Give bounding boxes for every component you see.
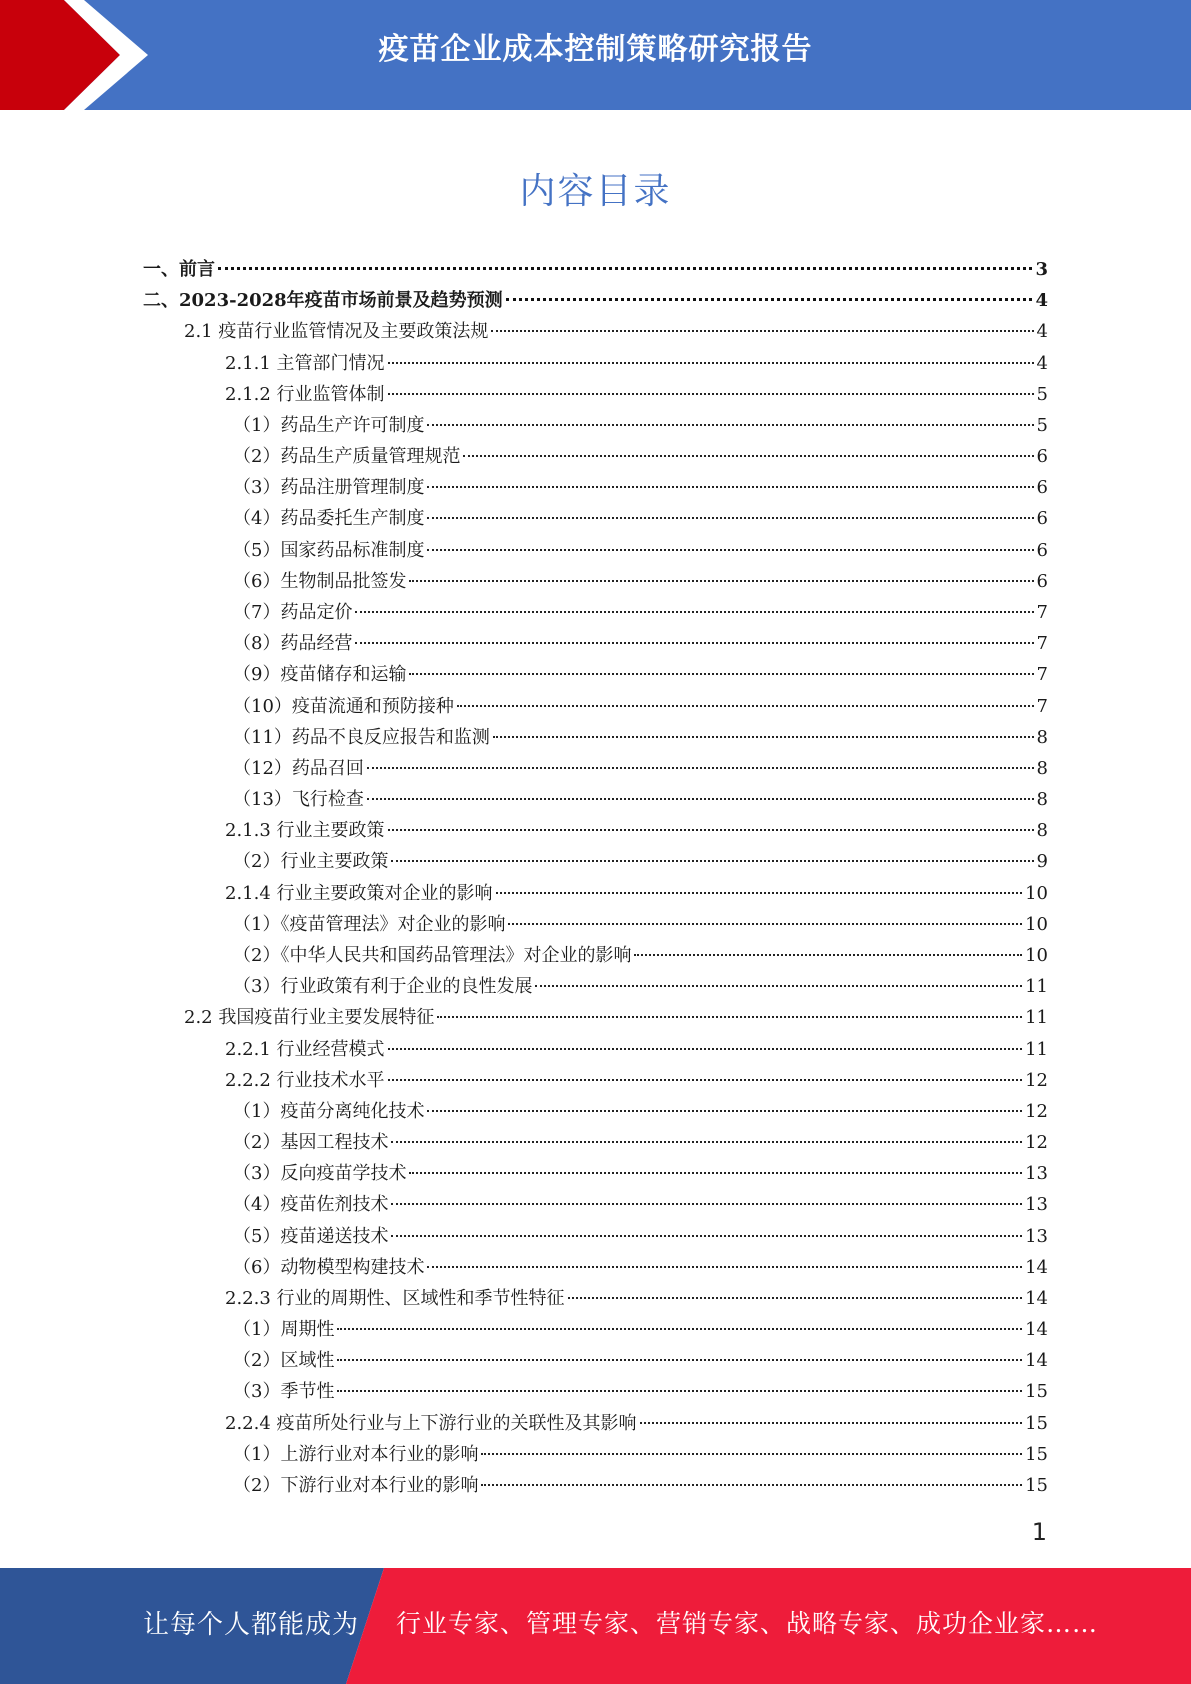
toc-entry[interactable] [233,503,1048,534]
toc-entry[interactable] [233,909,1048,940]
toc-entry-page: 12 [1025,1069,1048,1091]
toc-entry-title: 2.2 我国疫苗行业主要发展特征 [184,1007,435,1029]
toc-entry-page: 3 [1035,259,1048,280]
toc-entry[interactable] [184,1002,1048,1033]
toc-entry[interactable] [233,1345,1048,1376]
toc-entry[interactable] [233,472,1048,503]
toc-entry-title: （13）飞行检查 [233,789,364,811]
toc-entry-page: 6 [1036,508,1048,530]
toc-dot-leader [427,549,1033,551]
toc-entry[interactable] [225,878,1048,909]
toc-entry-title: （1）疫苗分离纯化技术 [233,1100,425,1122]
toc-dot-leader [427,517,1033,519]
toc-entry-title: （3）行业政策有利于企业的良性发展 [233,976,533,998]
toc-entry-page: 6 [1036,446,1048,468]
toc-dot-leader [337,1390,1022,1392]
toc-dot-leader [391,1203,1022,1205]
toc-entry-title: 2.1 疫苗行业监管情况及主要政策法规 [184,321,489,343]
toc-entry-title: （1）《疫苗管理法》对企业的影响 [233,913,506,935]
toc-entry[interactable] [233,1470,1048,1501]
toc-entry-page: 12 [1025,1132,1048,1154]
toc-entry[interactable] [233,971,1048,1002]
toc-entry-page: 15 [1025,1443,1048,1465]
toc-entry-title: （2）下游行业对本行业的影响 [233,1475,479,1497]
toc-dot-leader [437,1016,1022,1018]
toc-entry-page: 10 [1025,944,1048,966]
toc-entry-title: 一、前言 [143,259,215,280]
toc-entry[interactable] [143,254,1048,285]
toc-entry[interactable] [233,1221,1048,1252]
toc-entry-title: 2.2.1 行业经营模式 [225,1038,385,1060]
toc-entry[interactable] [233,1439,1048,1470]
toc-dot-leader [337,1328,1022,1330]
toc-entry-title: 2.2.3 行业的周期性、区域性和季节性特征 [225,1287,565,1309]
toc-entry-title: （1）药品生产许可制度 [233,414,425,436]
toc-dot-leader [391,1235,1022,1237]
toc-entry-title: 2.1.4 行业主要政策对企业的影响 [225,882,493,904]
toc-entry-title: 2.2.2 行业技术水平 [225,1069,385,1091]
toc-dot-leader [493,736,1034,738]
toc-entry-page: 15 [1025,1381,1048,1403]
toc-dot-leader [355,642,1033,644]
toc-entry[interactable] [233,410,1048,441]
toc-entry[interactable] [233,784,1048,815]
toc-entry-page: 10 [1025,882,1048,904]
toc-entry[interactable] [233,628,1048,659]
toc-entry-page: 11 [1025,1007,1048,1029]
toc-entry-page: 4 [1035,290,1048,312]
toc-entry-title: （2）基因工程技术 [233,1132,389,1154]
toc-entry[interactable] [225,1034,1048,1065]
toc-entry[interactable] [233,1158,1048,1189]
toc-entry-title: （5）疫苗递送技术 [233,1225,389,1247]
toc-entry-title: 2.1.2 行业监管体制 [225,383,385,405]
toc-dot-leader [535,985,1022,987]
toc-entry-title: （6）动物模型构建技术 [233,1256,425,1278]
toc-entry-title: 2.1.1 主管部门情况 [225,352,385,374]
toc-dot-leader [337,1359,1022,1361]
toc-entry[interactable] [233,566,1048,597]
toc-entry-title: （11）药品不良反应报告和监测 [233,726,490,748]
toc-entry-title: （8）药品经营 [233,633,353,655]
toc-dot-leader [427,424,1033,426]
toc-dot-leader [367,798,1034,800]
toc-dot-leader [568,1297,1023,1299]
toc-entry[interactable] [225,1283,1048,1314]
toc-entry-title: （2）《中华人民共和国药品管理法》对企业的影响 [233,944,632,966]
toc-dot-leader [634,954,1022,956]
toc-dot-leader [409,673,1033,675]
toc-dot-leader [481,1484,1022,1486]
toc-entry-title: （12）药品召回 [233,757,364,779]
toc-entry-page: 7 [1036,664,1048,686]
toc-entry-title: （10）疫苗流通和预防接种 [233,695,454,717]
toc-entry-page: 5 [1036,383,1048,405]
toc-entry-title: 2.1.3 行业主要政策 [225,820,385,842]
toc-dot-leader [388,1048,1023,1050]
toc-entry-page: 9 [1036,851,1048,873]
toc-dot-leader [506,298,1033,301]
toc-entry[interactable] [233,722,1048,753]
toc-entry-title: （2）区域性 [233,1350,335,1372]
toc-entry[interactable] [233,1189,1048,1220]
toc-entry[interactable] [233,1096,1048,1127]
toc-dot-leader [508,923,1022,925]
toc-entry-title: 2.2.4 疫苗所处行业与上下游行业的关联性及其影响 [225,1412,637,1434]
toc-entry-page: 10 [1025,913,1048,935]
toc-entry[interactable] [233,846,1048,877]
toc-entry-title: （3）季节性 [233,1381,335,1403]
toc-entry-page: 14 [1025,1287,1048,1309]
toc-entry-title: （6）生物制品批签发 [233,570,407,592]
toc-dot-leader [496,892,1023,894]
toc-dot-leader [367,767,1034,769]
toc-entry-title: （5）国家药品标准制度 [233,539,425,561]
toc-entry-page: 6 [1036,477,1048,499]
toc-entry[interactable] [225,348,1048,379]
toc-entry[interactable] [233,940,1048,971]
toc-entry-page: 8 [1036,726,1048,748]
toc-entry[interactable] [233,753,1048,784]
toc-entry[interactable] [225,379,1048,410]
toc-entry-page: 13 [1025,1163,1048,1185]
toc-entry-page: 4 [1036,352,1048,374]
toc-entry-page: 13 [1025,1225,1048,1247]
toc-entry[interactable] [233,659,1048,690]
toc-dot-leader [355,611,1033,613]
toc-entry[interactable] [233,1252,1048,1283]
page-header [0,0,1191,110]
toc-entry-title: （2）药品生产质量管理规范 [233,446,461,468]
toc-dot-leader [218,267,1032,270]
toc-entry-page: 7 [1036,633,1048,655]
toc-entry-title: （9）疫苗储存和运输 [233,664,407,686]
toc-entry-page: 8 [1036,789,1048,811]
toc-entry-title: （3）药品注册管理制度 [233,477,425,499]
report-title: 疫苗企业成本控制策略研究报告 [378,32,813,67]
toc-dot-leader [427,1266,1022,1268]
toc-dot-leader [388,393,1034,395]
toc-entry-title: （4）药品委托生产制度 [233,508,425,530]
toc-dot-leader [481,1453,1022,1455]
toc-dot-leader [457,705,1034,707]
toc-dot-leader [388,829,1034,831]
toc-entry-title: （4）疫苗佐剂技术 [233,1194,389,1216]
toc-dot-leader [391,860,1033,862]
toc-entry[interactable] [143,285,1048,316]
toc-entry[interactable] [233,441,1048,472]
toc-entry-title: （7）药品定价 [233,601,353,623]
page-number: 1 [1031,1518,1047,1546]
toc-entry-page: 6 [1036,570,1048,592]
toc-dot-leader [427,1110,1022,1112]
toc-entry[interactable] [225,1408,1048,1439]
toc-entry-page: 14 [1025,1350,1048,1372]
toc-entry[interactable] [233,691,1048,722]
toc-dot-leader [409,580,1033,582]
toc-dot-leader [640,1422,1023,1424]
toc-dot-leader [388,362,1034,364]
toc-entry-title: （2）行业主要政策 [233,851,389,873]
toc-entry-page: 11 [1025,1038,1048,1060]
toc-entry-title: 二、2023-2028年疫苗市场前景及趋势预测 [143,290,503,312]
footer-slogan-left: 让每个人都能成为 [143,1610,360,1640]
toc-entry-page: 5 [1036,414,1048,436]
toc-dot-leader [463,455,1033,457]
footer-slogan-right: 行业专家、管理专家、营销专家、战略专家、成功企业家…… [396,1609,1099,1638]
toc-entry[interactable] [233,535,1048,566]
toc-entry-page: 13 [1025,1194,1048,1216]
toc-entry[interactable] [233,1314,1048,1345]
toc-entry-page: 4 [1036,321,1048,343]
toc-heading: 内容目录 [519,171,672,212]
toc-entry-page: 6 [1036,539,1048,561]
toc-entry-page: 7 [1036,601,1048,623]
toc-entry-title: （3）反向疫苗学技术 [233,1163,407,1185]
toc-dot-leader [388,1079,1023,1081]
toc-entry-page: 14 [1025,1256,1048,1278]
toc-dot-leader [409,1172,1022,1174]
toc-entry-page: 7 [1036,695,1048,717]
toc-dot-leader [491,330,1033,332]
toc-entry-page: 8 [1036,820,1048,842]
toc-entry-page: 15 [1025,1412,1048,1434]
toc-entry[interactable] [225,815,1048,846]
toc-entry-page: 11 [1025,976,1048,998]
toc-entry-page: 14 [1025,1319,1048,1341]
toc-entry[interactable] [233,597,1048,628]
toc-entry-page: 15 [1025,1475,1048,1497]
toc-entry[interactable] [225,1065,1048,1096]
page-footer [0,1568,1191,1684]
toc-entry-page: 8 [1036,757,1048,779]
toc-entry-title: （1）周期性 [233,1319,335,1341]
toc-dot-leader [427,486,1033,488]
toc-entry[interactable] [233,1376,1048,1407]
toc-dot-leader [391,1141,1022,1143]
toc-entry-title: （1）上游行业对本行业的影响 [233,1443,479,1465]
toc-entry[interactable] [233,1127,1048,1158]
toc-entry-page: 12 [1025,1100,1048,1122]
toc-entry[interactable] [184,316,1048,347]
